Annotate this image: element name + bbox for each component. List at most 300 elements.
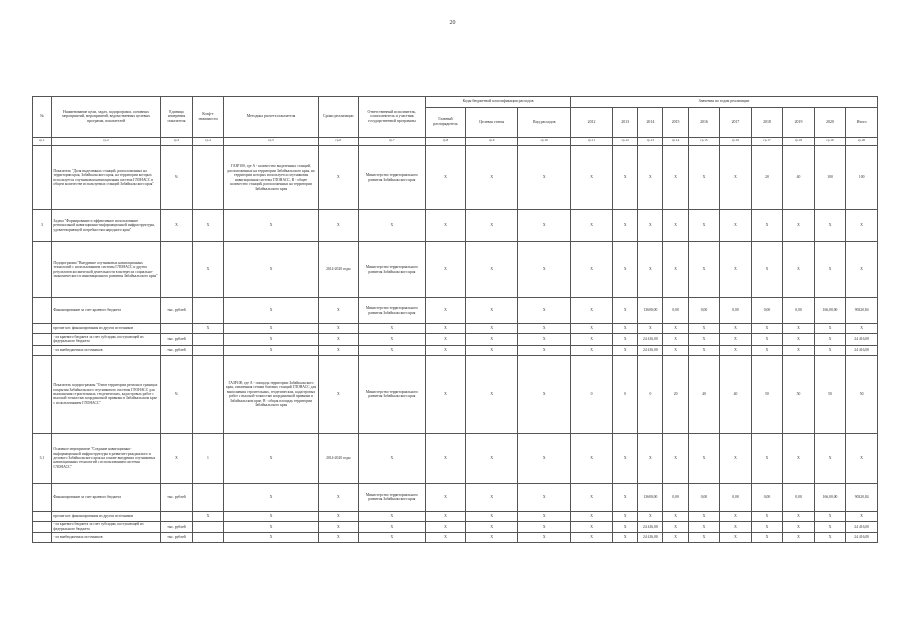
table-cell: Х: [318, 210, 358, 242]
method-cell: ГАЗР100, где А - площадь территории Забайкальского края, охваченная сетями базовых станций ГЛОНАСС для выполнения строительных, геодезических, кадастровых работ с высокой точностью координатной привязки в Забайкальском крае, В - общая площадь территории Забайкальского края: [224, 355, 319, 433]
table-cell: Х: [465, 521, 518, 532]
table-cell: Х: [518, 324, 571, 334]
column-number: гр.3: [161, 137, 193, 146]
table-cell: Х: [318, 483, 358, 511]
table-cell: Х: [465, 298, 518, 324]
header-year: 2018: [751, 107, 783, 137]
table-cell: Х: [613, 146, 638, 210]
table-cell: Х: [720, 242, 752, 298]
header-term: Сроки реализации: [318, 97, 358, 138]
table-cell: Х: [425, 146, 465, 210]
table-cell: Х: [613, 324, 638, 334]
table-cell: Х: [720, 533, 752, 543]
table-cell: Министерство территориального развития Забайкальского края: [358, 355, 425, 433]
table-row: [33, 511, 878, 521]
table-cell: Х: [846, 210, 878, 242]
table-cell: Х: [465, 483, 518, 511]
table-cell: Х: [814, 511, 846, 521]
column-number: гр.13: [638, 137, 663, 146]
method-cell: Х: [224, 433, 319, 483]
table-cell: Х: [751, 511, 783, 521]
table-cell: 24 416,00: [846, 521, 878, 532]
table-cell: Х: [720, 334, 752, 345]
table-cell: Х: [358, 334, 425, 345]
table-cell: Х: [358, 533, 425, 543]
table-cell: 1: [192, 433, 224, 483]
column-number: гр.1: [33, 137, 52, 146]
table-cell: 24 416,00: [846, 345, 878, 355]
table-cell: Х: [814, 433, 846, 483]
table-cell: 0: [571, 355, 613, 433]
table-cell: 24 416,00: [846, 533, 878, 543]
table-cell: Х: [783, 533, 815, 543]
table-cell: 24 416,00: [638, 334, 663, 345]
table-cell: [192, 483, 224, 511]
row-name-cell: - из внебюджетных источников: [51, 345, 160, 355]
table-cell: Х: [688, 334, 720, 345]
table-cell: Х: [613, 483, 638, 511]
table-cell: Х: [688, 146, 720, 210]
table-cell: Х: [465, 433, 518, 483]
table-cell: Х: [518, 533, 571, 543]
table-cell: 50: [783, 355, 815, 433]
method-cell: Х: [224, 345, 319, 355]
table-cell: 40: [688, 355, 720, 433]
table-row: [33, 533, 878, 543]
table-cell: Х: [688, 521, 720, 532]
table-cell: Х: [318, 324, 358, 334]
table-cell: [33, 521, 52, 532]
header-gp: Главный распорядитель: [425, 107, 465, 137]
column-number: гр.19: [814, 137, 846, 146]
table-cell: 0,00: [751, 483, 783, 511]
table-row: [33, 355, 878, 433]
table-cell: 0: [613, 355, 638, 433]
table-cell: Х: [425, 324, 465, 334]
method-cell: Х: [224, 210, 319, 242]
table-cell: [192, 521, 224, 532]
table-cell: Х: [814, 345, 846, 355]
row-name-cell: Подпрограмма "Внедрение спутниковых навигационных технологий с использованием системы ГЛОНАСС и других результатов космической деятельности в интересах социально-экономического и инновационного развития Забайкальского края": [51, 242, 160, 298]
table-cell: Х: [751, 210, 783, 242]
table-cell: Х: [318, 533, 358, 543]
column-number: гр.16: [720, 137, 752, 146]
table-cell: Х: [425, 355, 465, 433]
table-cell: 166,00,00: [814, 298, 846, 324]
column-number: гр.10: [518, 137, 571, 146]
table-cell: [33, 324, 52, 334]
table-cell: 0,00: [688, 483, 720, 511]
table-cell: Х: [751, 533, 783, 543]
table-cell: Х: [465, 533, 518, 543]
table-cell: Х: [688, 345, 720, 355]
table-cell: Х: [663, 146, 688, 210]
table-cell: Х: [783, 210, 815, 242]
table-cell: [33, 483, 52, 511]
row-name-cell: Финансирование за счет краевого бюджета: [51, 298, 160, 324]
table-cell: Х: [518, 345, 571, 355]
table-row: [33, 433, 878, 483]
table-cell: 0,00: [783, 483, 815, 511]
header-target-item: Целевая статья: [465, 107, 518, 137]
table-cell: 0,00: [688, 298, 720, 324]
table-cell: Х: [638, 324, 663, 334]
table-cell: Х: [571, 345, 613, 355]
table-cell: Х: [688, 511, 720, 521]
table-cell: Х: [751, 242, 783, 298]
table-row: [33, 298, 878, 324]
column-number: гр.12: [613, 137, 638, 146]
table-cell: Х: [814, 334, 846, 345]
table-cell: Х: [688, 324, 720, 334]
header-year: 2019: [783, 107, 815, 137]
table-cell: 13600,00: [638, 298, 663, 324]
table-cell: Х: [814, 210, 846, 242]
row-name-cell: - из внебюджетных источников: [51, 533, 160, 543]
table-cell: [192, 146, 224, 210]
header-year: 2014: [638, 107, 663, 137]
table-cell: Х: [751, 334, 783, 345]
header-name: Наименование цели, задач, подпрограмм, основных мероприятий, мероприятий, ведомственных целевых программ, показателей: [51, 97, 160, 138]
table-row: [33, 334, 878, 345]
table-cell: Х: [161, 433, 193, 483]
table-cell: 50: [846, 355, 878, 433]
table-cell: 0,00: [663, 298, 688, 324]
table-cell: Х: [846, 433, 878, 483]
table-cell: [192, 533, 224, 543]
table-cell: 100: [814, 146, 846, 210]
program-indicators-table: [32, 96, 878, 543]
table-cell: Х: [720, 146, 752, 210]
table-cell: 24 416,00: [638, 533, 663, 543]
table-cell: 20: [663, 355, 688, 433]
table-cell: Х: [783, 334, 815, 345]
table-cell: Х: [613, 533, 638, 543]
table-cell: тыс. рублей: [161, 483, 193, 511]
table-cell: Х: [783, 324, 815, 334]
table-cell: [161, 324, 193, 334]
table-cell: тыс. рублей: [161, 533, 193, 543]
table-cell: Х: [518, 483, 571, 511]
table-cell: Х: [571, 511, 613, 521]
table-cell: Х: [720, 511, 752, 521]
table-cell: Х: [688, 242, 720, 298]
table-cell: Х: [688, 210, 720, 242]
table-cell: Х: [663, 521, 688, 532]
table-cell: тыс. рублей: [161, 334, 193, 345]
table-cell: Х: [663, 345, 688, 355]
table-cell: Х: [783, 242, 815, 298]
table-cell: Х: [613, 521, 638, 532]
table-cell: Х: [846, 324, 878, 334]
table-cell: Х: [465, 355, 518, 433]
header-exp-type: Вид расходов: [518, 107, 571, 137]
table-cell: Х: [613, 511, 638, 521]
table-row: [33, 324, 878, 334]
table-cell: 100: [846, 146, 878, 210]
table-cell: Х: [192, 511, 224, 521]
table-cell: Х: [425, 298, 465, 324]
column-number: гр.9: [465, 137, 518, 146]
table-cell: 2014-2020 годы: [318, 242, 358, 298]
table-cell: Х: [613, 210, 638, 242]
table-cell: Х: [465, 146, 518, 210]
method-cell: Х: [224, 324, 319, 334]
table-cell: Х: [518, 521, 571, 532]
table-cell: 50: [814, 355, 846, 433]
method-cell: Х: [224, 334, 319, 345]
table-cell: Х: [465, 345, 518, 355]
table-cell: тыс. рублей: [161, 345, 193, 355]
table-cell: [161, 511, 193, 521]
table-cell: Х: [783, 433, 815, 483]
table-cell: 0,00: [663, 483, 688, 511]
table-cell: 24 416,00: [638, 521, 663, 532]
table-cell: Х: [518, 334, 571, 345]
column-number: гр.17: [751, 137, 783, 146]
header-values-group: Значения по годам реализации: [571, 97, 878, 108]
table-cell: 90320,84: [846, 483, 878, 511]
column-number-row: [33, 137, 878, 146]
table-cell: Х: [518, 433, 571, 483]
table-cell: Х: [688, 433, 720, 483]
table-cell: Х: [518, 355, 571, 433]
table-cell: Х: [613, 345, 638, 355]
table-cell: Х: [465, 511, 518, 521]
table-cell: 3: [33, 210, 52, 242]
table-cell: Х: [846, 511, 878, 521]
table-cell: Х: [358, 511, 425, 521]
table-cell: Х: [518, 298, 571, 324]
table-cell: Х: [663, 511, 688, 521]
table-row: [33, 242, 878, 298]
table-cell: Х: [571, 433, 613, 483]
table-cell: Х: [783, 511, 815, 521]
header-executor: Ответственный исполнитель, соисполнитель и участник государственной программы: [358, 97, 425, 138]
header-year: 2012: [571, 107, 613, 137]
table-cell: Министерство территориального развития Забайкальского края: [358, 242, 425, 298]
method-cell: Х: [224, 533, 319, 543]
table-cell: %: [161, 146, 193, 210]
table-cell: Х: [720, 345, 752, 355]
table-cell: [161, 242, 193, 298]
table-cell: Х: [751, 324, 783, 334]
table-cell: [192, 298, 224, 324]
table-cell: Х: [638, 511, 663, 521]
table-cell: Х: [318, 345, 358, 355]
table-cell: Х: [613, 242, 638, 298]
table-cell: Х: [613, 433, 638, 483]
table-cell: [33, 298, 52, 324]
table-cell: Х: [425, 334, 465, 345]
table-body: [33, 146, 878, 543]
table-cell: Х: [638, 210, 663, 242]
column-number: гр.5: [224, 137, 319, 146]
table-cell: Х: [663, 334, 688, 345]
table-cell: 20: [751, 146, 783, 210]
method-cell: Х: [224, 242, 319, 298]
column-number: гр.15: [688, 137, 720, 146]
table-row: [33, 345, 878, 355]
table-cell: Х: [663, 210, 688, 242]
table-cell: [33, 334, 52, 345]
table-cell: Х: [425, 210, 465, 242]
table-cell: Х: [318, 511, 358, 521]
header-row: [33, 97, 878, 108]
header-year: 2020: [814, 107, 846, 137]
table-cell: Х: [638, 242, 663, 298]
table-cell: Х: [358, 345, 425, 355]
table-cell: Х: [638, 433, 663, 483]
column-number: гр.4: [192, 137, 224, 146]
row-name-cell: - из краевого бюджета за счет субсидии, поступающей из федерального бюджета: [51, 334, 160, 345]
table-cell: [33, 533, 52, 543]
table-cell: Х: [751, 345, 783, 355]
method-cell: Х: [224, 483, 319, 511]
table-cell: Х: [814, 521, 846, 532]
table-cell: Х: [814, 533, 846, 543]
header-year: 2013: [613, 107, 638, 137]
table-cell: Х: [663, 533, 688, 543]
header-coef: Коэф-т значимости: [192, 97, 224, 138]
table-cell: Х: [465, 334, 518, 345]
column-number: гр.20: [846, 137, 878, 146]
table-cell: тыс. рублей: [161, 298, 193, 324]
row-name-cell: Показатель подпрограммы "Охват территории региона в границах покрытия Забайкальского спутникового системы ГЛОНАСС для выполнения строительных, геодезических, кадастровых работ с высокой точностью координатной привязки в Забайкальском крае с использованием ГЛОНАСС": [51, 355, 160, 433]
table-cell: Х: [518, 511, 571, 521]
method-cell: Х: [224, 298, 319, 324]
table-cell: 13600,00: [638, 483, 663, 511]
table-cell: 0,00: [720, 483, 752, 511]
table-cell: тыс. рублей: [161, 521, 193, 532]
table-cell: Министерство территориального развития Забайкальского края: [358, 146, 425, 210]
header-method: Методика расчета показателя: [224, 97, 319, 138]
table-cell: 166,00,00: [814, 483, 846, 511]
table-cell: Х: [192, 210, 224, 242]
table-cell: Министерство территориального развития Забайкальского края: [358, 298, 425, 324]
table-cell: 0,00: [751, 298, 783, 324]
table-cell: Х: [518, 146, 571, 210]
table-cell: Х: [318, 521, 358, 532]
header-unit: Единица измерения показателя: [161, 97, 193, 138]
table-cell: 2014-2020 годы: [318, 433, 358, 483]
table-cell: Х: [571, 533, 613, 543]
table-cell: Х: [465, 242, 518, 298]
table-cell: Х: [318, 298, 358, 324]
column-number: гр.6: [318, 137, 358, 146]
table-cell: Х: [720, 433, 752, 483]
table-row: [33, 483, 878, 511]
table-cell: Х: [751, 521, 783, 532]
table-cell: 50: [751, 355, 783, 433]
table-row: [33, 521, 878, 532]
table-cell: Х: [846, 242, 878, 298]
table-cell: Х: [814, 324, 846, 334]
table-cell: [192, 355, 224, 433]
table-cell: Х: [425, 533, 465, 543]
table-cell: Х: [571, 334, 613, 345]
method-cell: Х: [224, 521, 319, 532]
table-cell: Х: [358, 324, 425, 334]
table-cell: 40: [720, 355, 752, 433]
header-year: 2017: [720, 107, 752, 137]
table-cell: Х: [518, 210, 571, 242]
column-number: гр.14: [663, 137, 688, 146]
row-name-cell: Основное мероприятие "Создание навигационно-информационной инфраструктуры в развитие гражданского и делового Забайкальского края на основе внедрения спутниковых навигационных технологий с использованием системы ГЛОНАСС": [51, 433, 160, 483]
table-cell: Х: [783, 345, 815, 355]
header-year: 2015: [663, 107, 688, 137]
table-cell: Х: [425, 483, 465, 511]
table-cell: Х: [425, 433, 465, 483]
table-cell: Х: [318, 146, 358, 210]
table-cell: Х: [425, 345, 465, 355]
table-cell: Х: [425, 521, 465, 532]
table-cell: Х: [663, 242, 688, 298]
table-cell: Х: [161, 210, 193, 242]
table-cell: Х: [192, 324, 224, 334]
table-row: [33, 146, 878, 210]
method-cell: ГАЗР100, где А - количество выделенных станций, расположенных на территории Забайкальского края, на территории которых используется спутниковая навигационная система ГЛОНАСС, В - общее количество станций, расположенных на территории Забайкальского края: [224, 146, 319, 210]
table-cell: 90320,84: [846, 298, 878, 324]
table-cell: Х: [613, 298, 638, 324]
column-number: гр.18: [783, 137, 815, 146]
table-cell: Х: [783, 521, 815, 532]
table-cell: Х: [318, 334, 358, 345]
table-cell: Х: [358, 521, 425, 532]
table-row: [33, 210, 878, 242]
table-cell: Х: [663, 324, 688, 334]
table-cell: Х: [465, 210, 518, 242]
column-number: гр.2: [51, 137, 160, 146]
table-cell: [192, 334, 224, 345]
row-name-cell: Финансирование за счет краевого бюджета: [51, 483, 160, 511]
table-cell: Х: [720, 521, 752, 532]
table-cell: 3.1: [33, 433, 52, 483]
column-number: гр.11: [571, 137, 613, 146]
table-cell: Х: [814, 242, 846, 298]
row-name-cell: Задача "Формирование и эффективное использование региональной навигационно-информационной инфраструктуры, удовлетворяющей потребностям народного края": [51, 210, 160, 242]
table-cell: Х: [571, 298, 613, 324]
table-cell: Х: [358, 433, 425, 483]
column-number: гр.8: [425, 137, 465, 146]
header-budget-group: Коды бюджетной классификации расходов: [425, 97, 570, 108]
table-cell: Х: [465, 324, 518, 334]
table-cell: Х: [613, 334, 638, 345]
row-name-cell: - из краевого бюджета за счет субсидии, поступающей из федерального бюджета: [51, 521, 160, 532]
table-cell: Х: [638, 146, 663, 210]
row-name-cell: Показатель "Доля выделенных станций, расположенных на территории края, Забайкальского края, на территории которых используется спутниковая навигационная система ГЛОНАСС в общем количестве используемых станций Забайкальского края": [51, 146, 160, 210]
table-cell: Министерство территориального развития Забайкальского края: [358, 483, 425, 511]
table-cell: Х: [571, 521, 613, 532]
table-cell: Х: [571, 324, 613, 334]
table-cell: Х: [663, 433, 688, 483]
table-cell: 0,00: [720, 298, 752, 324]
table-cell: Х: [425, 242, 465, 298]
table-cell: 0: [638, 355, 663, 433]
table-cell: 40: [783, 146, 815, 210]
table-cell: Х: [571, 242, 613, 298]
table-cell: Х: [720, 324, 752, 334]
row-name-cell: прочие кот. финансирования из других источников: [51, 324, 160, 334]
table-cell: %: [161, 355, 193, 433]
table-cell: 24 416,00: [846, 334, 878, 345]
table-cell: Х: [425, 511, 465, 521]
header-num: №: [33, 97, 52, 138]
table-cell: 0,00: [783, 298, 815, 324]
header-total: Итого: [846, 107, 878, 137]
table-cell: [33, 511, 52, 521]
table-cell: Х: [518, 242, 571, 298]
